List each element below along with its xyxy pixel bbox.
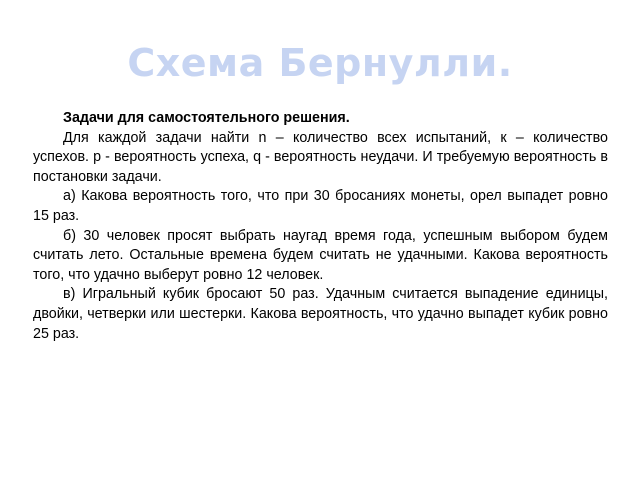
section-heading: Задачи для самостоятельного решения.: [63, 110, 350, 126]
task-a-paragraph: а) Какова вероятность того, что при 30 бросаниях монеты, орел выпадет ровно 15 раз.: [33, 188, 608, 224]
slide-title: Схема Бернулли.: [127, 41, 513, 85]
instructions-paragraph: Для каждой задачи найти n – количество всех испытаний, к – количество успехов. p - вероятность успеха, q - вероятность неудачи. И требуемую вероятность в постановки задачи.: [33, 129, 608, 185]
slide-body: [33, 109, 608, 344]
task-c-paragraph: в) Игральный кубик бросают 50 раз. Удачным считается выпадение единицы, двойки, четверки или шестерки. Какова вероятность, что удачно выпадет кубик ровно 25 раз.: [33, 286, 608, 342]
task-b-paragraph: б) 30 человек просят выбрать наугад время года, успешным выбором будем считать лето. Остальные времена будем считать не удачными. Какова вероятность того, что удачно выберут ровно 12 человек.: [33, 227, 608, 283]
